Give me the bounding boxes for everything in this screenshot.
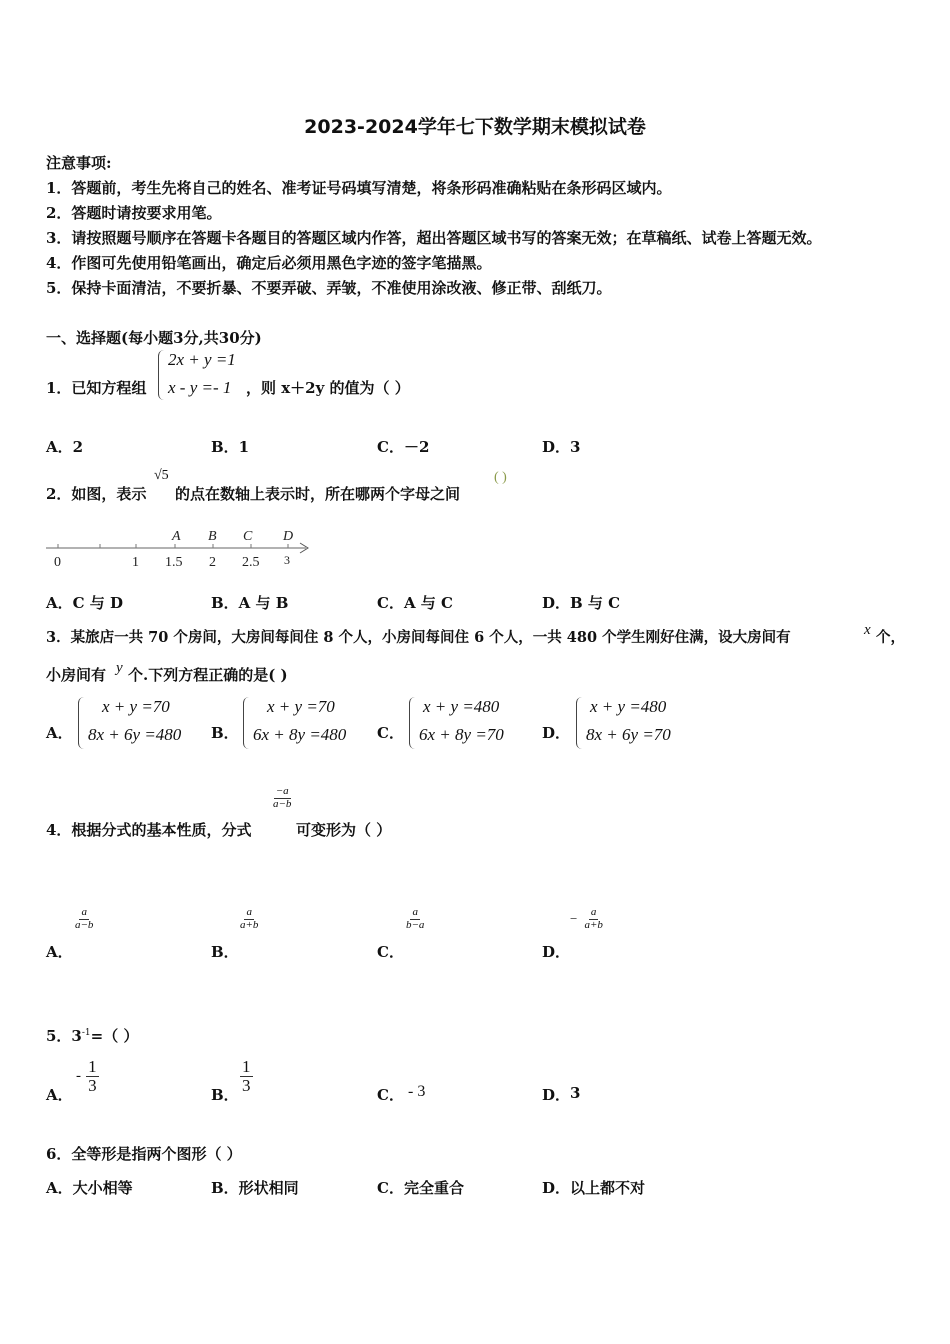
q1-eq1: 2x + y =1 (168, 350, 236, 369)
tick-label: 1 (132, 555, 139, 570)
point-label-a: A (172, 529, 181, 544)
tick-label: 2 (209, 555, 216, 570)
q5-option-d-value[interactable]: 3 (570, 1084, 581, 1102)
frac-den: a+b (584, 918, 603, 931)
q1-option-d[interactable]: D．3 (542, 438, 581, 456)
q4-option-c-fraction[interactable] (404, 907, 426, 931)
q3-d-eq1: x + y =480 (590, 697, 667, 716)
q5-suffix: =（ ） (90, 1027, 139, 1045)
q3-option-a-system[interactable] (78, 697, 198, 751)
q3-line1-end: 个， (876, 629, 905, 646)
q4-option-a-label[interactable]: A． (46, 943, 73, 961)
q3-b-eq1: x + y =70 (267, 697, 335, 716)
q6-option-d[interactable]: D．以上都不对 (542, 1179, 646, 1197)
q5-option-d-label[interactable]: D． (542, 1086, 571, 1104)
q5-prefix (46, 1025, 138, 1046)
q1-option-b[interactable]: B．1 (211, 438, 250, 456)
q1-suffix: ，则 x＋2y 的值为（ ） (246, 379, 410, 397)
q2-option-b[interactable]: B．A 与 B (211, 594, 289, 612)
q1-eq2: x - y =- 1 (168, 378, 232, 397)
q6-option-a[interactable]: A．大小相等 (46, 1179, 133, 1197)
q4-suffix: 可变形为（ ） (296, 821, 392, 839)
page-title: 2023-2024学年七下数学期末模拟试卷 (304, 116, 646, 138)
q3-option-d-system[interactable] (576, 697, 696, 751)
frac-den: 3 (242, 1075, 251, 1095)
frac-num: 1 (242, 1057, 251, 1076)
q3-option-b-system[interactable] (243, 697, 363, 751)
q4-option-d-fraction[interactable] (570, 907, 605, 931)
q4-frac-den: a−b (273, 797, 292, 810)
frac-den: a−b (75, 918, 94, 931)
q2-radical: √5 (154, 468, 169, 483)
point-label-d: D (283, 529, 294, 544)
q5-option-a-fraction[interactable] (76, 1058, 99, 1095)
q6-option-b[interactable]: B．形状相同 (211, 1179, 299, 1197)
q4-option-b-label[interactable]: B． (211, 943, 239, 961)
q4-option-a-fraction[interactable] (73, 907, 95, 931)
tick-label: 1.5 (165, 555, 183, 570)
q1-option-c[interactable]: C．－2 (377, 438, 430, 456)
q3-a-eq2: 8x + 6y =480 (88, 725, 182, 744)
q3-var-y: y (116, 660, 123, 676)
frac-den: b−a (406, 918, 425, 931)
q3-line2-start: 小房间有 (46, 666, 107, 684)
q3-line1: 3．某旅店一共 70 个房间，大房间每间住 8 个人，小房间每间住 6 个人，一共 480 个学生刚好住满，设大房间有 (46, 629, 791, 646)
frac-num: a (81, 906, 87, 918)
frac-num: a (246, 906, 252, 918)
q3-option-c-label[interactable]: C． (377, 724, 404, 742)
point-label-b: B (208, 529, 217, 544)
frac-num: a (590, 906, 597, 918)
q2-paren: ( ) (494, 470, 507, 485)
note-item: 1．答题前，考生先将自己的姓名、准考证号码填写清楚，将条形码准确粘贴在条形码区域内。 (46, 179, 672, 197)
q3-d-eq2: 8x + 6y =70 (586, 725, 671, 744)
q4-option-d-label[interactable]: D． (542, 943, 571, 961)
frac-sign: - (76, 1067, 81, 1084)
q2-option-c[interactable]: C．A 与 C (377, 594, 453, 612)
q5-exponent: -1 (81, 1028, 91, 1038)
q4-frac-num: −a (275, 785, 289, 797)
brace-icon (409, 697, 418, 749)
note-item: 2．答题时请按要求用笔。 (46, 204, 222, 222)
q1-option-a[interactable]: A．2 (46, 438, 84, 456)
brace-icon (158, 350, 167, 400)
q3-b-eq2: 6x + 8y =480 (253, 725, 347, 744)
q5-option-a-label[interactable]: A． (46, 1086, 73, 1104)
q4-option-c-label[interactable]: C． (377, 943, 404, 961)
q5-option-b-fraction[interactable] (240, 1058, 253, 1095)
tick-label: 3 (284, 553, 290, 567)
q3-line2-end: 个.下列方程正确的是( ) (128, 666, 288, 684)
tick-label: 0 (54, 555, 61, 570)
q4-prefix: 4．根据分式的基本性质，分式 (46, 821, 252, 839)
q5-option-b-label[interactable]: B． (211, 1086, 239, 1104)
tick-label: 2.5 (242, 555, 260, 570)
frac-den: a+b (240, 918, 259, 931)
frac-num: 1 (88, 1057, 97, 1076)
q3-c-eq1: x + y =480 (423, 697, 500, 716)
q3-option-a-label[interactable]: A． (46, 724, 73, 742)
q2-prefix: 2．如图，表示 (46, 485, 147, 503)
brace-icon (243, 697, 252, 749)
q1-prefix: 1．已知方程组 (46, 379, 147, 397)
q3-var-x: x (864, 622, 871, 638)
q3-option-c-system[interactable] (409, 697, 529, 751)
brace-icon (78, 697, 87, 749)
q3-option-b-label[interactable]: B． (211, 724, 239, 742)
q6-stem: 6．全等形是指两个图形（ ） (46, 1145, 242, 1163)
q1-equation-system (158, 350, 258, 402)
q6-option-c[interactable]: C．完全重合 (377, 1179, 464, 1197)
q3-a-eq1: x + y =70 (102, 697, 170, 716)
note-item: 5．保持卡面清洁，不要折暴、不要弄破、弄皱，不准使用涂改液、修正带、刮纸刀。 (46, 279, 612, 297)
q3-option-d-label[interactable]: D． (542, 724, 571, 742)
notes-heading: 注意事项: (46, 154, 112, 172)
q5-option-c-value[interactable]: - 3 (408, 1083, 426, 1100)
q5-base: 5．3 (46, 1027, 82, 1045)
note-item: 3．请按照题号顺序在答题卡各题目的答题区域内作答，超出答题区域书写的答案无效；在草稿纸、试卷上答题无效。 (46, 229, 822, 247)
q3-c-eq2: 6x + 8y =70 (419, 725, 504, 744)
q2-suffix: 的点在数轴上表示时，所在哪两个字母之间 (175, 485, 461, 503)
frac-sign: − (570, 911, 578, 927)
q4-fraction (271, 786, 293, 810)
q5-option-c-label[interactable]: C． (377, 1086, 404, 1104)
brace-icon (576, 697, 585, 749)
q2-option-d[interactable]: D．B 与 C (542, 594, 621, 612)
q4-option-b-fraction[interactable] (238, 907, 260, 931)
frac-num: a (412, 906, 418, 918)
section-heading: 一、选择题(每小题3分,共30分) (46, 329, 262, 347)
q2-option-a[interactable]: A．C 与 D (46, 594, 124, 612)
frac-den: 3 (88, 1075, 97, 1095)
note-item: 4．作图可先使用铅笔画出，确定后必须用黑色字迹的签字笔描黑。 (46, 254, 492, 272)
point-label-c: C (243, 529, 253, 544)
number-line-figure (40, 522, 330, 574)
